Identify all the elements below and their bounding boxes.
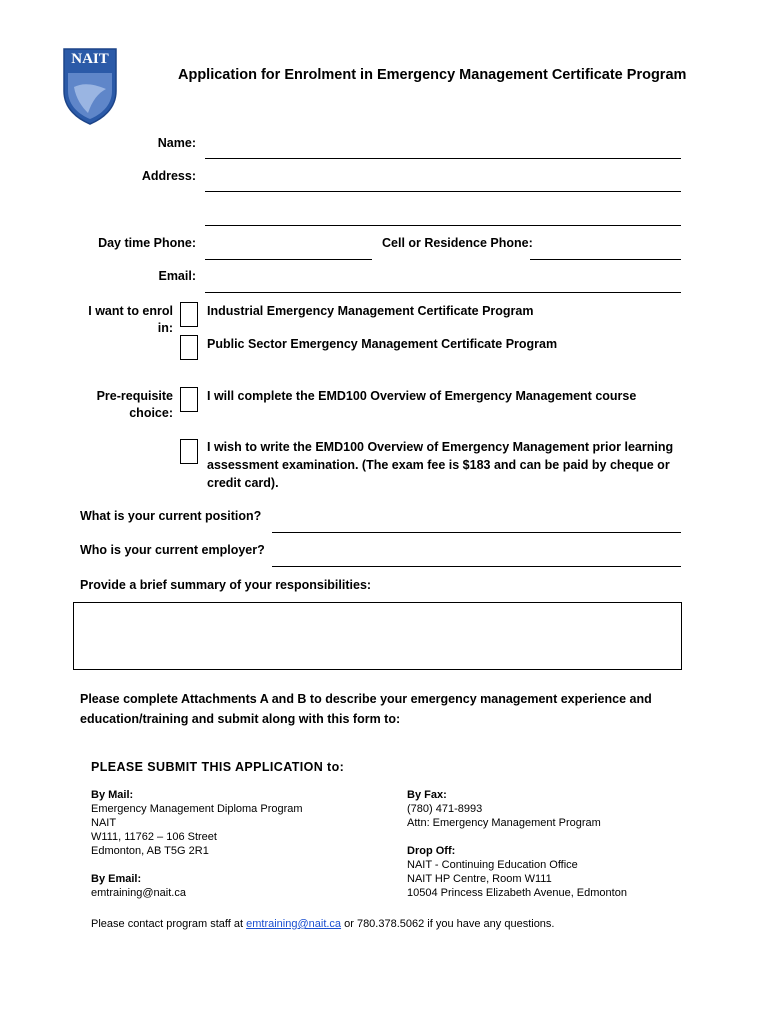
prereq-label-line2: choice: xyxy=(129,406,173,420)
by-email-label: By Email: xyxy=(91,873,142,885)
mail-line-1: Emergency Management Diploma Program xyxy=(91,803,303,815)
industrial-program-checkbox[interactable] xyxy=(180,302,198,327)
dropoff-line-3: 10504 Princess Elizabeth Avenue, Edmonton xyxy=(407,887,627,899)
pla-exam-label-line1: I wish to write the EMD100 Overview of Emergency Management prior learning xyxy=(207,440,674,454)
address-field-line2[interactable] xyxy=(205,225,681,226)
contact-note xyxy=(91,918,554,930)
email-field[interactable] xyxy=(205,292,681,293)
submit-heading: PLEASE SUBMIT THIS APPLICATION to: xyxy=(91,760,345,774)
dropoff-line-1: NAIT - Continuing Education Office xyxy=(407,859,578,871)
summary-question: Provide a brief summary of your responsibilities: xyxy=(80,578,372,592)
contact-note-after: or 780.378.5062 if you have any questions. xyxy=(344,918,555,930)
mail-line-3: W111, 11762 – 106 Street xyxy=(91,831,217,843)
pla-exam-label-line2: assessment examination. (The exam fee is $183 and can be paid by cheque or xyxy=(207,458,670,472)
mail-line-2: NAIT xyxy=(91,817,117,829)
dropoff-line-2: NAIT HP Centre, Room W111 xyxy=(407,873,552,885)
page-title: Application for Enrolment in Emergency Management Certificate Program xyxy=(178,67,687,83)
complete-course-checkbox[interactable] xyxy=(180,387,198,412)
fax-line-1: (780) 471-8993 xyxy=(407,803,483,815)
position-field[interactable] xyxy=(272,532,681,533)
enrol-label-line2: in: xyxy=(157,321,173,335)
pla-exam-checkbox[interactable] xyxy=(180,439,198,464)
employer-field[interactable] xyxy=(272,566,681,567)
public-sector-program-checkbox[interactable] xyxy=(180,335,198,360)
pla-exam-label-line3: credit card). xyxy=(207,476,279,490)
by-mail-label: By Mail: xyxy=(91,789,134,801)
cell-phone-label: Cell or Residence Phone: xyxy=(382,236,533,250)
day-phone-field[interactable] xyxy=(205,259,372,260)
name-label: Name: xyxy=(157,136,196,150)
industrial-program-label: Industrial Emergency Management Certificate Program xyxy=(207,304,534,318)
name-field[interactable] xyxy=(205,158,681,159)
public-sector-program-label: Public Sector Emergency Management Certificate Program xyxy=(207,337,558,351)
cell-phone-field[interactable] xyxy=(530,259,681,260)
position-question: What is your current position? xyxy=(80,509,262,523)
address-field-line1[interactable] xyxy=(205,191,681,192)
attachments-line1: Please complete Attachments A and B to describe your emergency management experience and xyxy=(80,692,652,706)
responsibilities-textbox[interactable] xyxy=(73,602,682,670)
complete-course-label: I will complete the EMD100 Overview of Emergency Management course xyxy=(207,389,637,403)
email-address: emtraining@nait.ca xyxy=(91,887,186,899)
contact-note-before: Please contact program staff at xyxy=(91,918,244,930)
day-phone-label: Day time Phone: xyxy=(98,236,196,250)
employer-question: Who is your current employer? xyxy=(80,543,265,557)
address-label: Address: xyxy=(141,169,196,183)
prereq-label-line1: Pre-requisite xyxy=(96,389,173,403)
email-label: Email: xyxy=(158,269,196,283)
attachments-line2: education/training and submit along with this form to: xyxy=(80,712,401,726)
contact-email-link[interactable]: emtraining@nait.ca xyxy=(246,918,342,930)
logo-text: NAIT xyxy=(71,51,109,67)
nait-logo xyxy=(62,47,118,125)
fax-line-2: Attn: Emergency Management Program xyxy=(407,817,601,829)
mail-line-4: Edmonton, AB T5G 2R1 xyxy=(91,845,209,857)
drop-off-label: Drop Off: xyxy=(407,845,456,857)
by-fax-label: By Fax: xyxy=(407,789,447,801)
enrol-label-line1: I want to enrol xyxy=(88,304,173,318)
